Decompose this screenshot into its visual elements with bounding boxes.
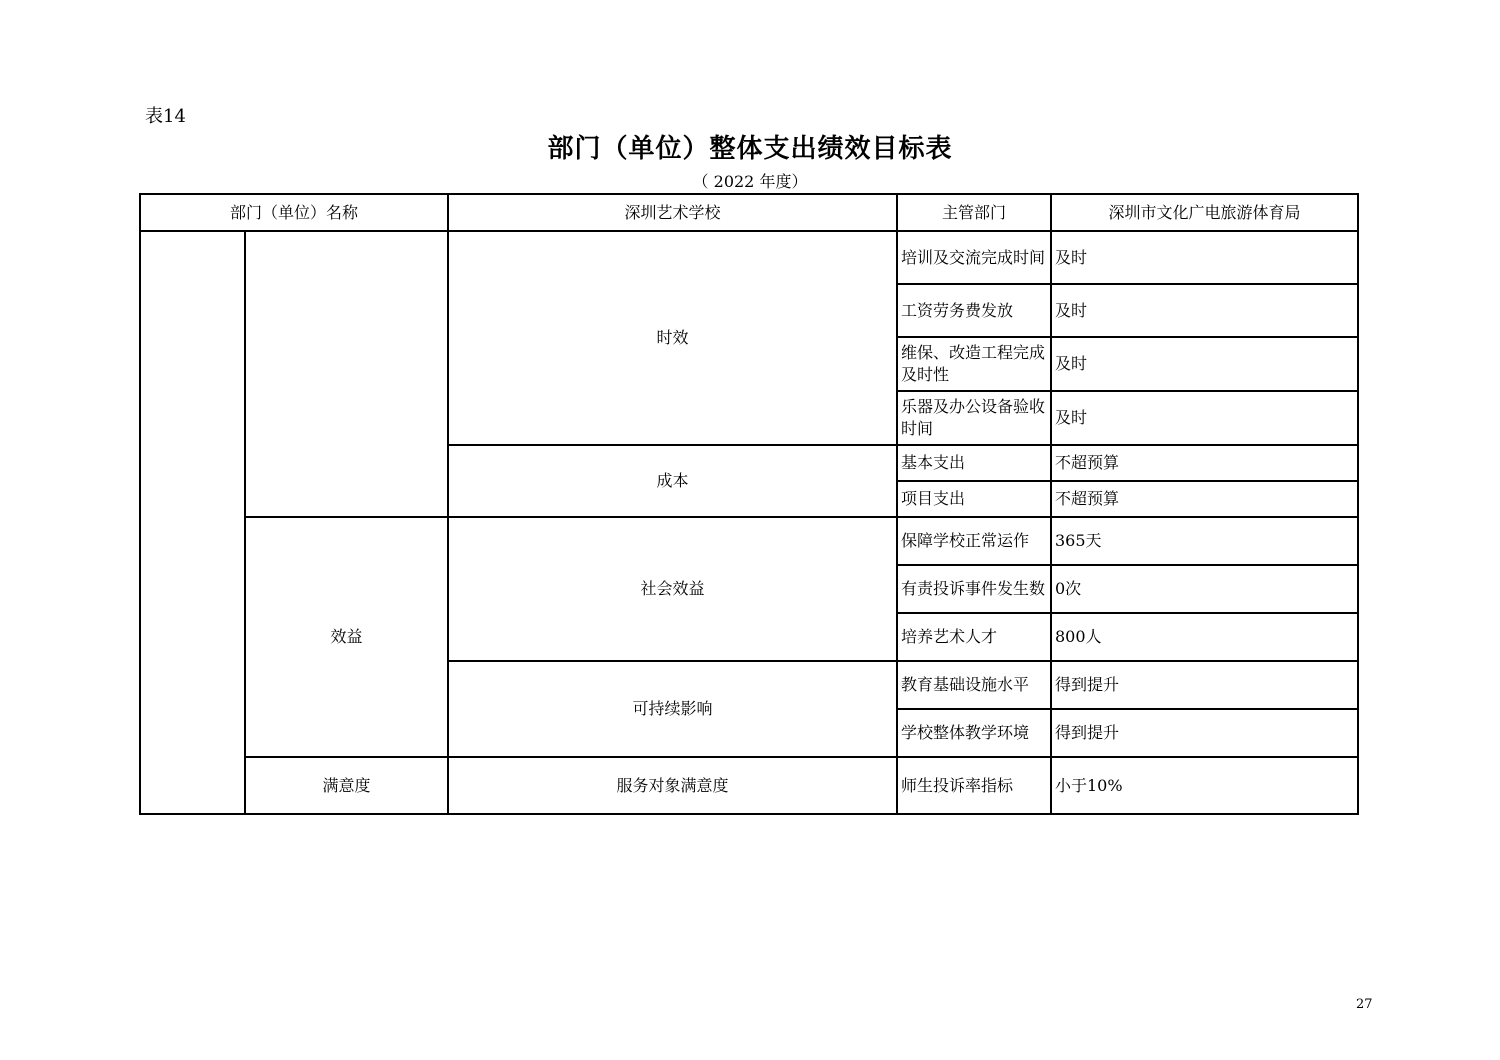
value-cell: 小于10%: [1051, 757, 1358, 814]
timeliness-label: 时效: [448, 231, 897, 445]
value-cell: 不超预算: [1051, 445, 1358, 481]
supervisor-value: 深圳市文化广电旅游体育局: [1051, 194, 1358, 231]
page-subtitle: （ 2022 年度）: [692, 172, 808, 191]
blank-category-cell: [245, 231, 448, 517]
indicator-cell: 培养艺术人才: [897, 613, 1051, 661]
indicator-cell: 基本支出: [897, 445, 1051, 481]
indicator-cell: 有责投诉事件发生数: [897, 565, 1051, 613]
value-cell: 及时: [1051, 284, 1358, 337]
value-cell: 及时: [1051, 231, 1358, 284]
dept-name-label: 部门（单位）名称: [140, 194, 448, 231]
indicator-cell: 保障学校正常运作: [897, 517, 1051, 565]
value-cell: 及时: [1051, 337, 1358, 391]
indicator-cell: 乐器及办公设备验收时间: [897, 391, 1051, 445]
cost-label: 成本: [448, 445, 897, 517]
page-title: 部门（单位）整体支出绩效目标表: [547, 134, 953, 164]
indicator-cell: 培训及交流完成时间: [897, 231, 1051, 284]
table-row: [140, 757, 1358, 814]
sustainable-impact-label: 可持续影响: [448, 661, 897, 757]
performance-table: [139, 193, 1359, 815]
indicator-cell: 项目支出: [897, 481, 1051, 517]
indicator-cell: 工资劳务费发放: [897, 284, 1051, 337]
value-cell: 0次: [1051, 565, 1358, 613]
value-cell: 不超预算: [1051, 481, 1358, 517]
benefit-label: 效益: [245, 517, 448, 757]
table-row: [140, 231, 1358, 284]
indicator-cell: 师生投诉率指标: [897, 757, 1051, 814]
dept-name-value: 深圳艺术学校: [448, 194, 897, 231]
satisfaction-label: 满意度: [245, 757, 448, 814]
indicator-cell: 维保、改造工程完成及时性: [897, 337, 1051, 391]
supervisor-label: 主管部门: [897, 194, 1051, 231]
service-satisfaction-label: 服务对象满意度: [448, 757, 897, 814]
table-number: 表14: [145, 106, 186, 127]
blank-left-cell: [140, 231, 245, 814]
table-row: [140, 517, 1358, 565]
value-cell: 及时: [1051, 391, 1358, 445]
social-benefit-label: 社会效益: [448, 517, 897, 661]
table-header-row: [140, 194, 1358, 231]
indicator-cell: 学校整体教学环境: [897, 709, 1051, 757]
value-cell: 得到提升: [1051, 709, 1358, 757]
value-cell: 800人: [1051, 613, 1358, 661]
value-cell: 得到提升: [1051, 661, 1358, 709]
page-number: 27: [1356, 997, 1373, 1012]
value-cell: 365天: [1051, 517, 1358, 565]
indicator-cell: 教育基础设施水平: [897, 661, 1051, 709]
